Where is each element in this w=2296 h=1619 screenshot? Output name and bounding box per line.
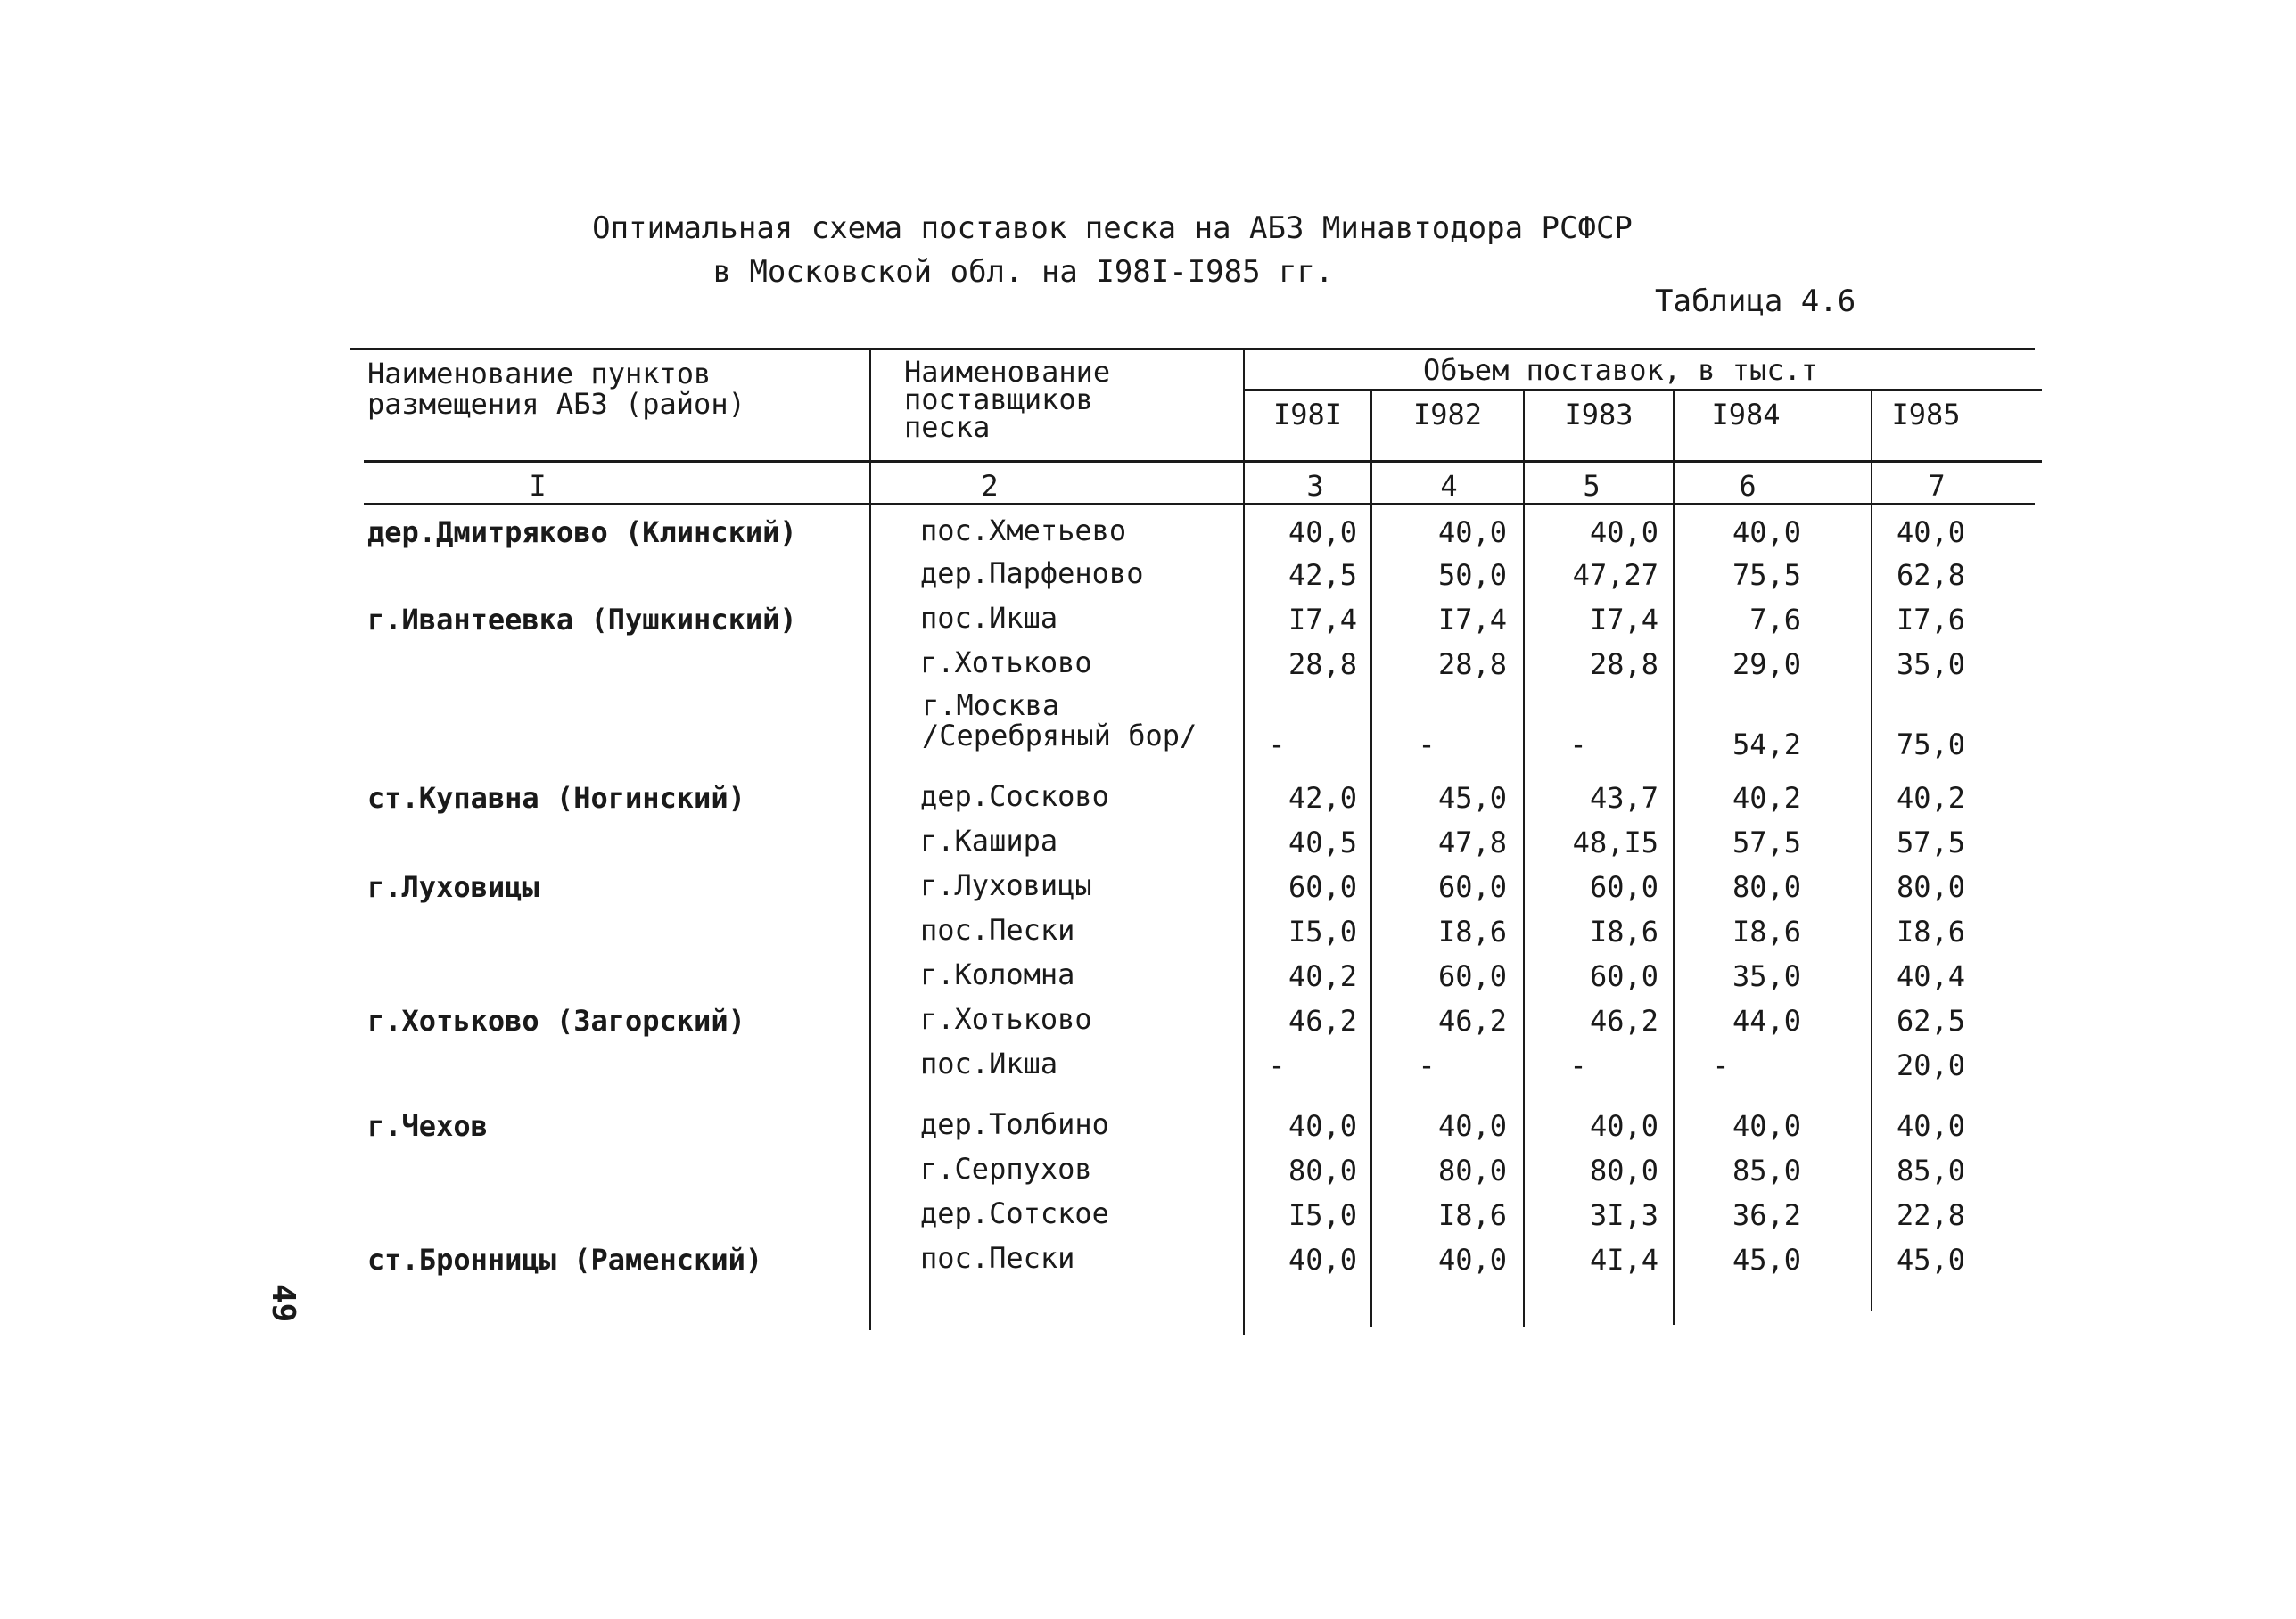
sand-supplier: г.Луховицы	[920, 868, 1092, 902]
volume-value-I982: -	[1418, 1048, 1436, 1082]
volume-value-I983: -	[1569, 727, 1587, 761]
column-number-3: 3	[1306, 469, 1324, 503]
volume-value-I982: 50,0	[1437, 558, 1507, 592]
abz-location: дер.Дмитряково (Клинский)	[367, 515, 797, 549]
volume-value-I985: 45,0	[1896, 1243, 1965, 1277]
volume-value-I985: 40,0	[1896, 515, 1965, 549]
column-number-5: 5	[1583, 469, 1601, 503]
volume-value-I983: 47,27	[1572, 558, 1658, 592]
volume-value-I985: 80,0	[1896, 870, 1965, 904]
volume-value-I982: 60,0	[1437, 870, 1507, 904]
volume-value-I985: 22,8	[1896, 1198, 1965, 1232]
volume-value-I982: 47,8	[1437, 826, 1507, 859]
header-place-column: Наименование пунктов размещения АБЗ (район)	[367, 357, 745, 421]
volume-value-I98I: 42,5	[1288, 558, 1357, 592]
volume-value-I98I: 40,0	[1288, 515, 1357, 549]
sand-supplier: пос.Хметьево	[920, 514, 1127, 547]
volume-value-I983: 48,I5	[1572, 826, 1658, 859]
column-number-1: I	[529, 469, 547, 503]
volume-value-I985: I8,6	[1896, 915, 1965, 949]
sand-supplier: г.Коломна	[920, 957, 1075, 991]
volume-value-I984: 35,0	[1732, 959, 1801, 993]
sand-supplier: дер.Сосково	[920, 779, 1109, 813]
volume-value-I985: 62,5	[1896, 1004, 1965, 1038]
volume-value-I98I: 42,0	[1288, 781, 1357, 815]
volume-value-I983: -	[1569, 1048, 1587, 1082]
table-top-rule	[350, 348, 2035, 350]
volume-value-I984: 40,0	[1732, 515, 1801, 549]
volume-value-I985: 85,0	[1896, 1154, 1965, 1188]
volume-value-I98I: I7,4	[1288, 603, 1357, 637]
volume-value-I983: 4I,4	[1589, 1243, 1658, 1277]
column-number-4: 4	[1440, 469, 1458, 503]
volume-value-I98I: 40,0	[1288, 1109, 1357, 1143]
volume-value-I982: I8,6	[1437, 915, 1507, 949]
volume-value-I982: 40,0	[1437, 1109, 1507, 1143]
volume-value-I982: 40,0	[1437, 515, 1507, 549]
volume-value-I985: 75,0	[1896, 727, 1965, 761]
table-number: Таблица 4.6	[1655, 284, 1856, 319]
volume-value-I983: 3I,3	[1589, 1198, 1658, 1232]
document-title-line2: в Московской обл. на I98I-I985 гг.	[712, 254, 1334, 290]
volume-value-I98I: I5,0	[1288, 915, 1357, 949]
header-year-1983: I983	[1564, 398, 1634, 431]
sand-supplier: дер.Парфеново	[920, 556, 1144, 590]
volume-value-I985: I7,6	[1896, 603, 1965, 637]
abz-location: г.Хотьково (Загорский)	[367, 1004, 745, 1038]
volume-value-I982: 80,0	[1437, 1154, 1507, 1188]
volume-value-I984: 36,2	[1732, 1198, 1801, 1232]
sand-supplier: г.Москва /Серебряный бор/	[922, 688, 1197, 752]
volume-value-I98I: 60,0	[1288, 870, 1357, 904]
volume-value-I98I: 46,2	[1288, 1004, 1357, 1038]
volume-value-I982: 40,0	[1437, 1243, 1507, 1277]
volume-value-I98I: 40,0	[1288, 1243, 1357, 1277]
header-supplier-column: Наименование поставщиков песка	[904, 355, 1111, 444]
volume-value-I982: -	[1418, 727, 1436, 761]
abz-location: ст.Бронницы (Раменский)	[367, 1243, 763, 1277]
volume-value-I98I: 40,5	[1288, 826, 1357, 859]
document-title-line1: Оптимальная схема поставок песка на АБЗ Минавтодора РСФСР	[592, 210, 1633, 246]
volume-value-I985: 40,2	[1896, 781, 1965, 815]
volume-value-I984: 54,2	[1732, 727, 1801, 761]
sand-supplier: г.Хотьково	[920, 1002, 1092, 1036]
volume-value-I984: I8,6	[1732, 915, 1801, 949]
sand-supplier: пос.Икша	[920, 1047, 1058, 1081]
volume-value-I98I: 28,8	[1288, 647, 1357, 681]
volume-value-I984: 45,0	[1732, 1243, 1801, 1277]
sand-supplier: г.Кашира	[920, 824, 1058, 858]
header-year-1985: I985	[1891, 398, 1961, 431]
volume-value-I985: 35,0	[1896, 647, 1965, 681]
header-year-1981: I98I	[1272, 398, 1343, 431]
volume-value-I983: 60,0	[1589, 959, 1658, 993]
volume-value-I982: 45,0	[1437, 781, 1507, 815]
volume-value-I984: 80,0	[1732, 870, 1801, 904]
volume-value-I983: 28,8	[1589, 647, 1658, 681]
volume-value-I985: 20,0	[1896, 1048, 1965, 1082]
sand-supplier: дер.Толбино	[920, 1107, 1109, 1141]
column-numbers-rule	[364, 503, 2035, 505]
volume-group-rule	[1243, 389, 2042, 391]
volume-value-I98I: -	[1268, 727, 1286, 761]
volume-value-I985: 40,4	[1896, 959, 1965, 993]
volume-value-I98I: -	[1268, 1048, 1286, 1082]
volume-value-I984: 44,0	[1732, 1004, 1801, 1038]
volume-value-I984: 85,0	[1732, 1154, 1801, 1188]
volume-value-I982: I8,6	[1437, 1198, 1507, 1232]
volume-value-I984: -	[1712, 1048, 1730, 1082]
volume-value-I982: I7,4	[1437, 603, 1507, 637]
volume-value-I983: 43,7	[1589, 781, 1658, 815]
abz-location: г.Чехов	[367, 1109, 488, 1143]
volume-value-I983: I7,4	[1589, 603, 1658, 637]
volume-value-I983: 40,0	[1589, 1109, 1658, 1143]
volume-value-I984: 29,0	[1732, 647, 1801, 681]
sand-supplier: пос.Пески	[920, 913, 1075, 947]
header-year-1984: I984	[1711, 398, 1781, 431]
sand-supplier: пос.Пески	[920, 1241, 1075, 1275]
abz-location: ст.Купавна (Ногинский)	[367, 781, 745, 815]
volume-value-I982: 60,0	[1437, 959, 1507, 993]
volume-value-I983: 80,0	[1589, 1154, 1658, 1188]
abz-location: г.Ивантеевка (Пушкинский)	[367, 603, 797, 637]
volume-value-I984: 40,2	[1732, 781, 1801, 815]
volume-value-I982: 28,8	[1437, 647, 1507, 681]
volume-value-I985: 40,0	[1896, 1109, 1965, 1143]
volume-value-I983: 46,2	[1589, 1004, 1658, 1038]
column-number-6: 6	[1739, 469, 1757, 503]
header-bottom-rule	[364, 460, 2042, 463]
volume-value-I985: 62,8	[1896, 558, 1965, 592]
volume-value-I984: 7,6	[1749, 603, 1801, 637]
column-divider-1	[869, 349, 871, 1330]
volume-value-I98I: I5,0	[1288, 1198, 1357, 1232]
volume-value-I982: 46,2	[1437, 1004, 1507, 1038]
volume-value-I983: 40,0	[1589, 515, 1658, 549]
header-volume-group: Объем поставок, в тыс.т	[1423, 353, 1819, 387]
column-number-2: 2	[981, 469, 999, 503]
volume-value-I984: 57,5	[1732, 826, 1801, 859]
volume-value-I984: 40,0	[1732, 1109, 1801, 1143]
sand-supplier: дер.Сотское	[920, 1196, 1109, 1230]
sand-supplier: пос.Икша	[920, 601, 1058, 635]
volume-value-I983: I8,6	[1589, 915, 1658, 949]
volume-value-I98I: 40,2	[1288, 959, 1357, 993]
abz-location: г.Луховицы	[367, 870, 539, 904]
sand-supplier: г.Хотьково	[920, 645, 1092, 679]
header-year-1982: I982	[1412, 398, 1483, 431]
volume-value-I98I: 80,0	[1288, 1154, 1357, 1188]
volume-value-I983: 60,0	[1589, 870, 1658, 904]
volume-value-I985: 57,5	[1896, 826, 1965, 859]
volume-value-I984: 75,5	[1732, 558, 1801, 592]
page-number: 49	[265, 1284, 301, 1323]
sand-supplier: г.Серпухов	[920, 1152, 1092, 1186]
column-number-7: 7	[1928, 469, 1946, 503]
